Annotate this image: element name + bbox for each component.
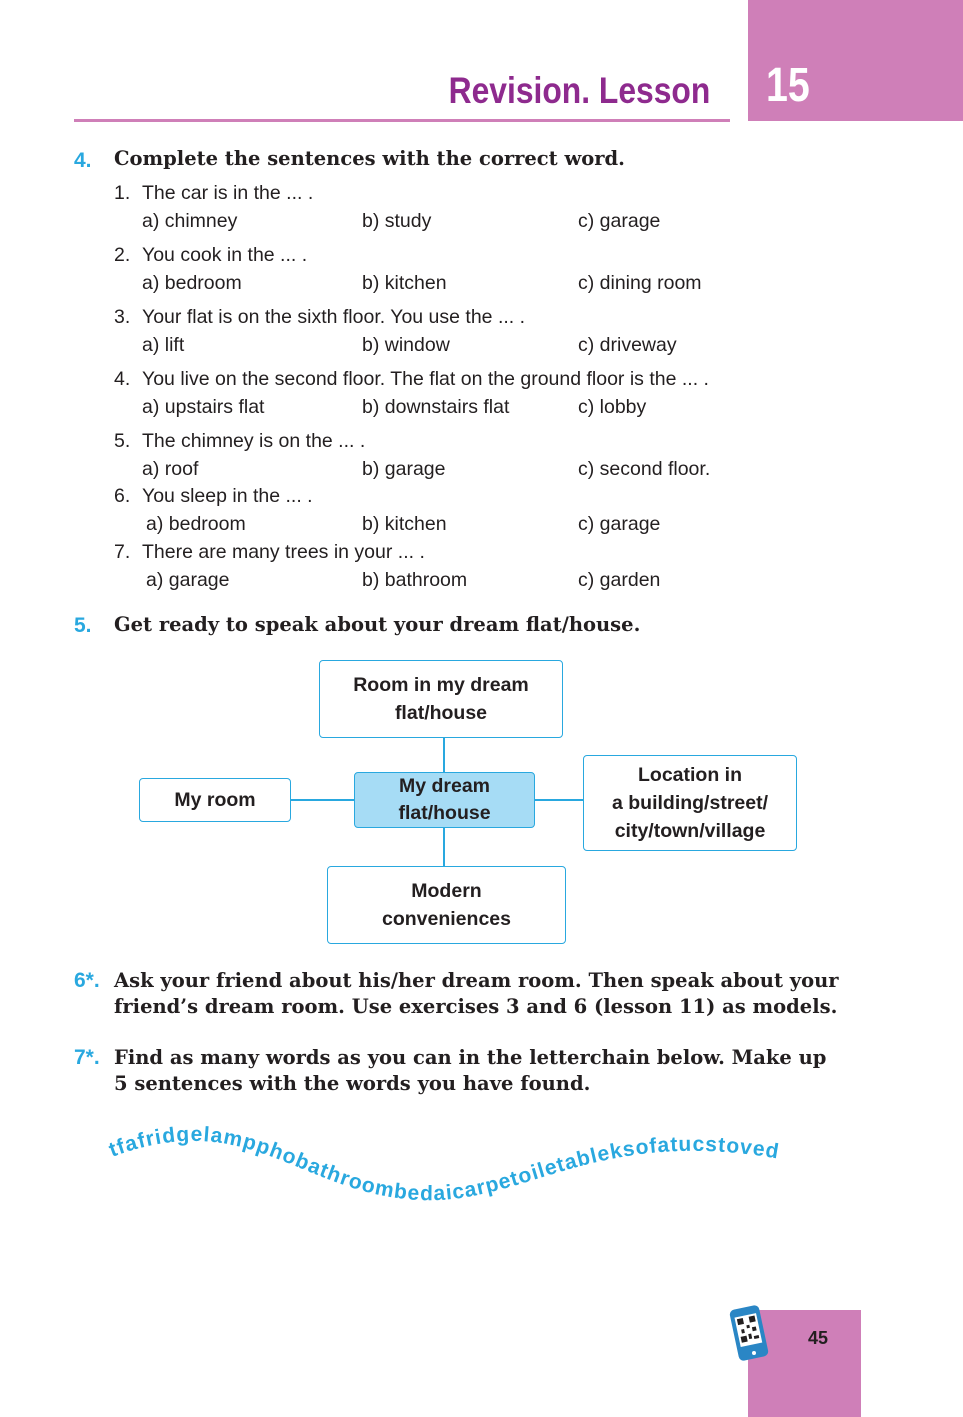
mindmap-node-bottom (327, 866, 566, 944)
exercise-7-number: 7*. (74, 1046, 100, 1069)
question-number: 3. (114, 306, 131, 328)
question-text: There are many trees in your ... . (142, 541, 425, 563)
question-number: 1. (114, 182, 131, 204)
mindmap-node-top (319, 660, 563, 738)
question-text: You live on the second floor. The flat on the ground floor is the ... . (142, 368, 709, 390)
node-text: conveniences (382, 908, 511, 930)
node-text: city/town/village (614, 820, 766, 842)
option-b: b) garage (362, 458, 446, 480)
exercise-5-instruction: Get ready to speak about your dream flat/house. (114, 613, 641, 636)
question-text: The car is in the ... . (142, 182, 314, 204)
option-b: b) window (362, 334, 450, 356)
page-title: Revision. Lesson (448, 70, 710, 111)
node-text: a building/street/ (611, 792, 769, 814)
question-text: Your flat is on the sixth floor. You use the ... . (142, 306, 526, 328)
option-c: c) dining room (578, 272, 702, 294)
page-number: 45 (808, 1328, 829, 1348)
option-b: b) downstairs flat (362, 396, 510, 418)
option-a: a) bedroom (142, 272, 242, 294)
mindmap-node-left (139, 778, 291, 822)
option-c: c) lobby (578, 396, 647, 418)
question-number: 7. (114, 541, 131, 563)
node-text: Modern (411, 880, 482, 902)
node-text: My room (174, 789, 256, 811)
question-number: 6. (114, 485, 131, 507)
node-text: flat/house (398, 802, 491, 824)
exercise-7-text (114, 1045, 826, 1097)
question-text: You cook in the ... . (142, 244, 308, 266)
option-b: b) study (362, 210, 432, 232)
option-a: a) bedroom (146, 513, 246, 535)
option-a: a) roof (142, 458, 199, 480)
letterchain (0, 1100, 963, 1220)
option-c: c) driveway (578, 334, 677, 356)
option-c: c) garage (578, 513, 661, 535)
question-number: 2. (114, 244, 131, 266)
connector-right (534, 799, 584, 801)
letterchain-text (106, 1123, 781, 1205)
exercise-7-line: Find as many words as you can in the letterchain below. Make up (114, 1046, 827, 1069)
option-a: a) chimney (142, 210, 238, 232)
node-text: Location in (638, 764, 742, 786)
option-c: c) garden (578, 569, 661, 591)
exercise-5-number: 5. (74, 614, 92, 637)
mindmap-node-right (583, 755, 797, 851)
connector-bottom (443, 827, 445, 867)
node-text: Room in my dream (353, 674, 529, 696)
node-text: flat/house (394, 702, 488, 724)
option-a: a) garage (146, 569, 230, 591)
exercise-6-text (114, 968, 839, 1020)
node-text: My dream (398, 775, 491, 797)
connector-top (443, 737, 445, 773)
option-b: b) bathroom (362, 569, 468, 591)
option-c: c) second floor. (578, 458, 711, 480)
lesson-number: 15 (766, 59, 810, 112)
connector-left (290, 799, 355, 801)
question-number: 5. (114, 430, 131, 452)
option-a: a) upstairs flat (142, 396, 265, 418)
question-number: 4. (114, 368, 131, 390)
mindmap-node-center (354, 772, 535, 828)
option-b: b) kitchen (362, 272, 447, 294)
question-text: The chimney is on the ... . (142, 430, 366, 452)
letterchain-textpath: tfafridgelampphobathroombedaicarpetoiletableksofatucstoved (105, 1122, 782, 1206)
exercise-4-instruction: Complete the sentences with the correct word. (114, 147, 625, 170)
title-underline (74, 119, 730, 122)
qr-phone-icon (728, 1304, 774, 1362)
exercise-6-number: 6*. (74, 969, 100, 992)
exercise-6-line: Ask your friend about his/her dream room. Then speak about your (114, 969, 839, 992)
question-text: You sleep in the ... . (142, 485, 313, 507)
option-c: c) garage (578, 210, 661, 232)
exercise-7-line: 5 sentences with the words you have found. (114, 1072, 591, 1095)
exercise-6-line: friend’s dream room. Use exercises 3 and 6 (lesson 11) as models. (114, 995, 838, 1018)
exercise-4-number: 4. (74, 149, 92, 172)
option-a: a) lift (142, 334, 185, 356)
option-b: b) kitchen (362, 513, 447, 535)
